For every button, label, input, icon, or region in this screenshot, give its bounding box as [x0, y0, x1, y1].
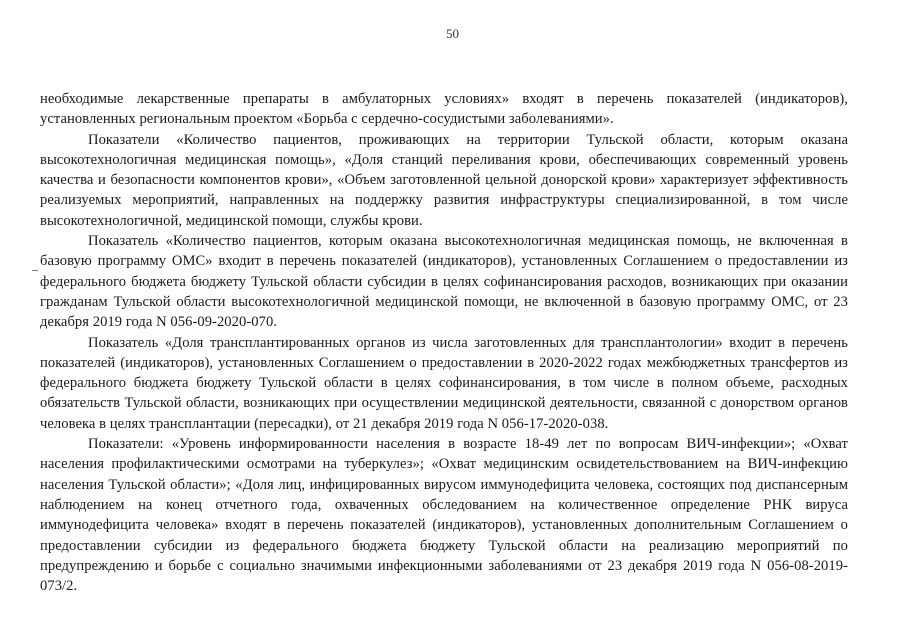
scan-artifact-mark — [32, 270, 38, 271]
document-body — [40, 89, 848, 596]
paragraph-hiv-tb-indicators: Показатели: «Уровень информированности населения в возрасте 18-49 лет по вопросам ВИЧ-инфекции»; «Охват населения профилактическими осмотрами на туберкулез»; «Охват медицинским освидетельствованием на ВИЧ-инфекцию населения Тульской области»; «Доля лиц, инфицированных вирусом иммунодефицита человека, состоящих под диспансерным наблюдением на конец отчетного года, охваченных обследованием на количественное определение РНК вируса иммунодефицита человека» входят в перечень показателей (индикаторов), установленных дополнительным Соглашением о предоставлении субсидии из федерального бюджета бюджету Тульской области на реализацию мероприятий по предупреждению и борьбе с социально значимыми инфекционными заболеваниями от 23 декабря 2019 года N 056-08-2019-073/2. — [40, 436, 848, 595]
paragraph-continuation: необходимые лекарственные препараты в амбулаторных условиях» входят в перечень показателей (индикаторов), установленных региональным проектом «Борьба с сердечно-сосудистыми заболеваниями». — [40, 91, 848, 128]
page-number: 50 — [446, 26, 459, 41]
paragraph-oms-indicator: Показатель «Количество пациентов, которым оказана высокотехнологичная медицинская помощь, не включенная в базовую программу ОМС» входит в перечень показателей (индикаторов), установленных Соглашением о предоставлении из федерального бюджета бюджету Тульской области субсидии в целях софинансирования расходов, возникающих при оказании гражданам Тульской области высокотехнологичной медицинской помощи, не включенной в базовую программу ОМС, от 23 декабря 2019 года N 056-09-2020-070. — [40, 233, 848, 331]
paragraph-high-tech-care-indicators: Показатели «Количество пациентов, проживающих на территории Тульской области, которым оказана высокотехнологичная медицинская помощь», «Доля станций переливания крови, обеспечивающих современный уровень качества и безопасности компонентов крови», «Объем заготовленной цельной донорской крови» характеризует эффективность реализуемых мероприятий, направленных на поддержку развития инфраструктуры специализированной, в том числе высокотехнологичной, медицинской помощи, службы крови. — [40, 131, 848, 229]
paragraph-transplant-indicator: Показатель «Доля трансплантированных органов из числа заготовленных для трансплантологии» входит в перечень показателей (индикаторов), установленных Соглашением о предоставлении в 2020-2022 годах межбюджетных трансфертов из федерального бюджета бюджету Тульской области в целях софинансирования, в том числе в полном объеме, расходных обязательств Тульской области, возникающих при осуществлении медицинской деятельности, связанной с донорством органов человека в целях трансплантации (пересадки), от 21 декабря 2019 года N 056-17-2020-038. — [40, 334, 848, 432]
